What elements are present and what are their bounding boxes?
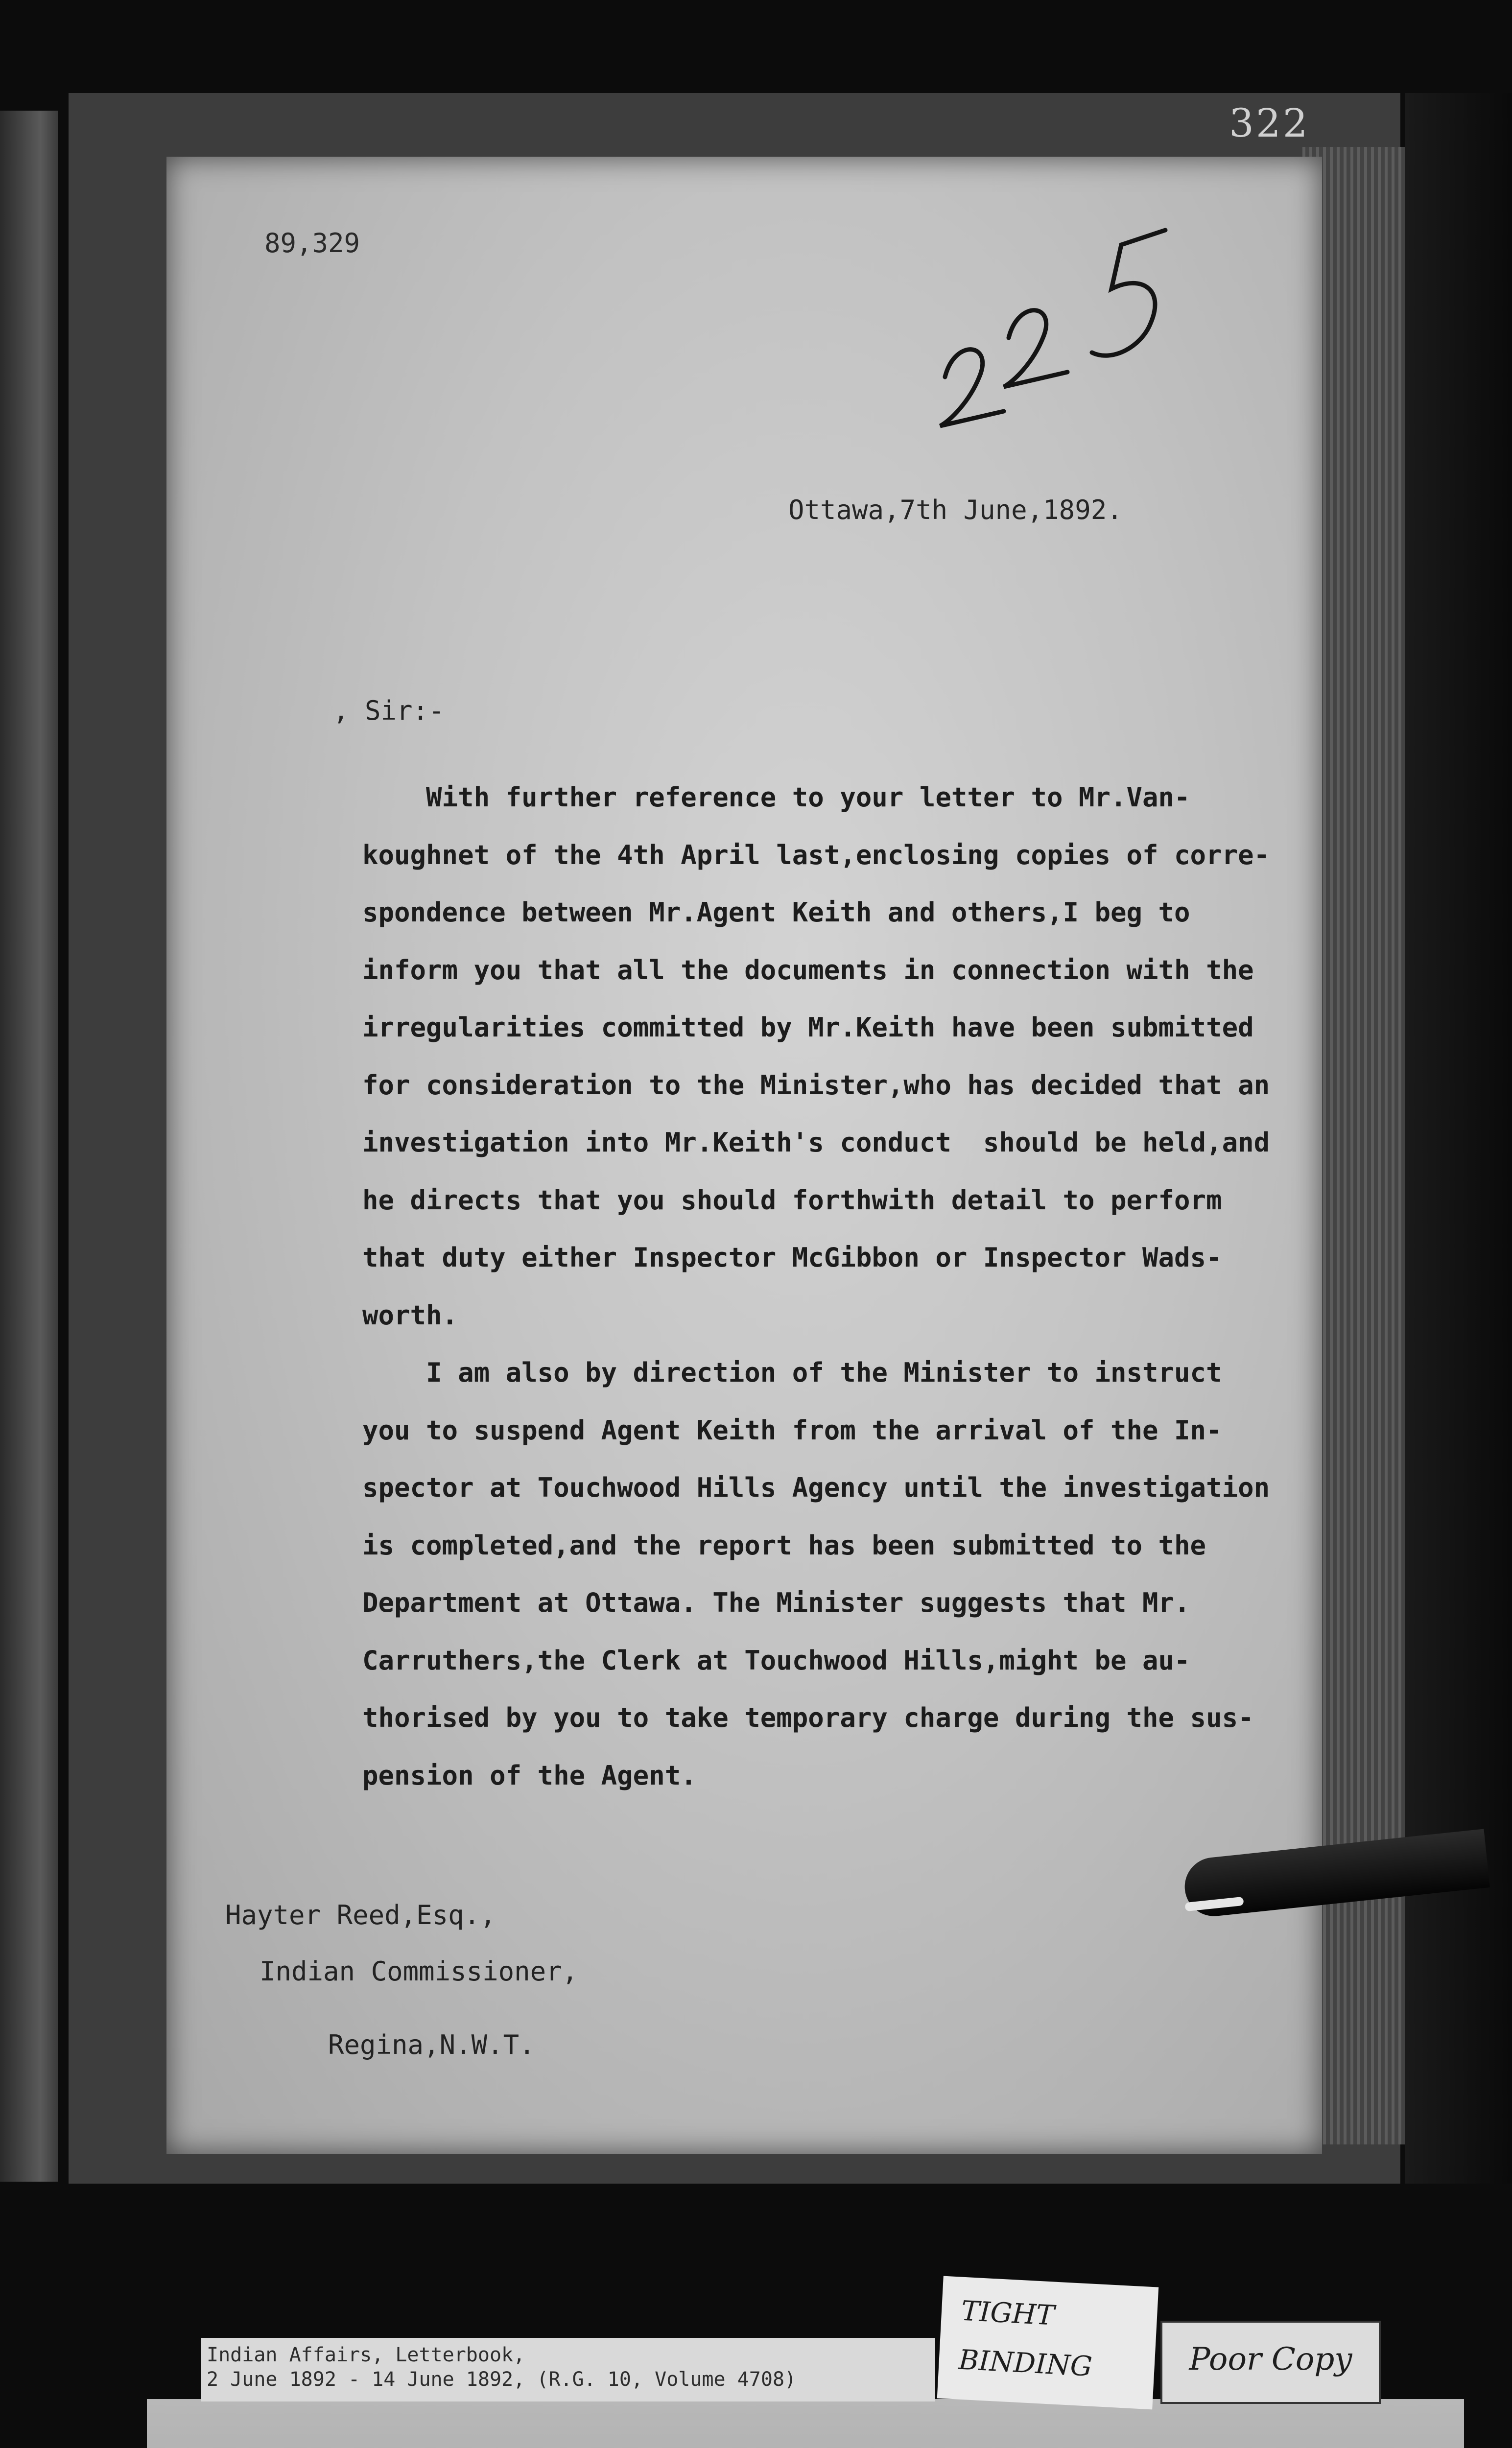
body-line: pension of the Agent. (362, 1760, 697, 1791)
folio-number: 322 (1229, 100, 1310, 146)
body-line: With further reference to your letter to Mr.Van- (362, 782, 1190, 813)
body-line: irregularities committed by Mr.Keith have been submitted (362, 1012, 1254, 1043)
body-line: I am also by direction of the Minister to instruct (362, 1357, 1222, 1388)
file-number: 89,329 (264, 228, 360, 259)
body-line: inform you that all the documents in connection with the (362, 954, 1254, 986)
archives-card (147, 2399, 1464, 2448)
body-line: worth. (362, 1299, 458, 1331)
addressee-location: Regina,N.W.T. (328, 2029, 535, 2060)
tight-binding-label (937, 2276, 1158, 2410)
body-line: that duty either Inspector McGibbon or Inspector Wads- (362, 1242, 1222, 1273)
facing-page-edge (0, 111, 58, 2182)
body-line: koughnet of the 4th April last,enclosing copies of corre- (362, 839, 1270, 871)
body-line: for consideration to the Minister,who has decided that an (362, 1069, 1270, 1101)
salutation: , Sir:- (333, 695, 445, 726)
reference-line: Indian Affairs, Letterbook, (207, 2344, 525, 2366)
body-line: Carruthers,the Clerk at Touchwood Hills,might be au- (362, 1645, 1190, 1676)
tight-binding-line: TIGHT (960, 2295, 1055, 2332)
tight-binding-line: BINDING (958, 2344, 1093, 2383)
body-line: thorised by you to take temporary charge during the sus- (362, 1702, 1254, 1733)
reference-line: 2 June 1892 - 14 June 1892, (R.G. 10, Volume 4708) (207, 2368, 797, 2391)
poor-copy-label: Poor Copy (1160, 2321, 1381, 2404)
addressee-name: Hayter Reed,Esq., (225, 1900, 496, 1930)
body-line: spondence between Mr.Agent Keith and others,I beg to (362, 897, 1190, 928)
body-line: he directs that you should forthwith detail to perform (362, 1184, 1222, 1216)
body-line: investigation into Mr.Keith's conduct should be held,and (362, 1127, 1270, 1158)
body-line: is completed,and the report has been submitted to the (362, 1530, 1206, 1561)
letter-body (362, 769, 1293, 1804)
body-line: you to suspend Agent Keith from the arrival of the In- (362, 1414, 1222, 1446)
reference-label (201, 2338, 935, 2401)
handwritten-page-number (935, 215, 1190, 441)
body-line: Department at Ottawa. The Minister suggests that Mr. (362, 1587, 1190, 1618)
addressee-title: Indian Commissioner, (260, 1956, 578, 1987)
body-line: spector at Touchwood Hills Agency until the investigation (362, 1472, 1270, 1503)
dateline: Ottawa,7th June,1892. (788, 494, 1123, 525)
